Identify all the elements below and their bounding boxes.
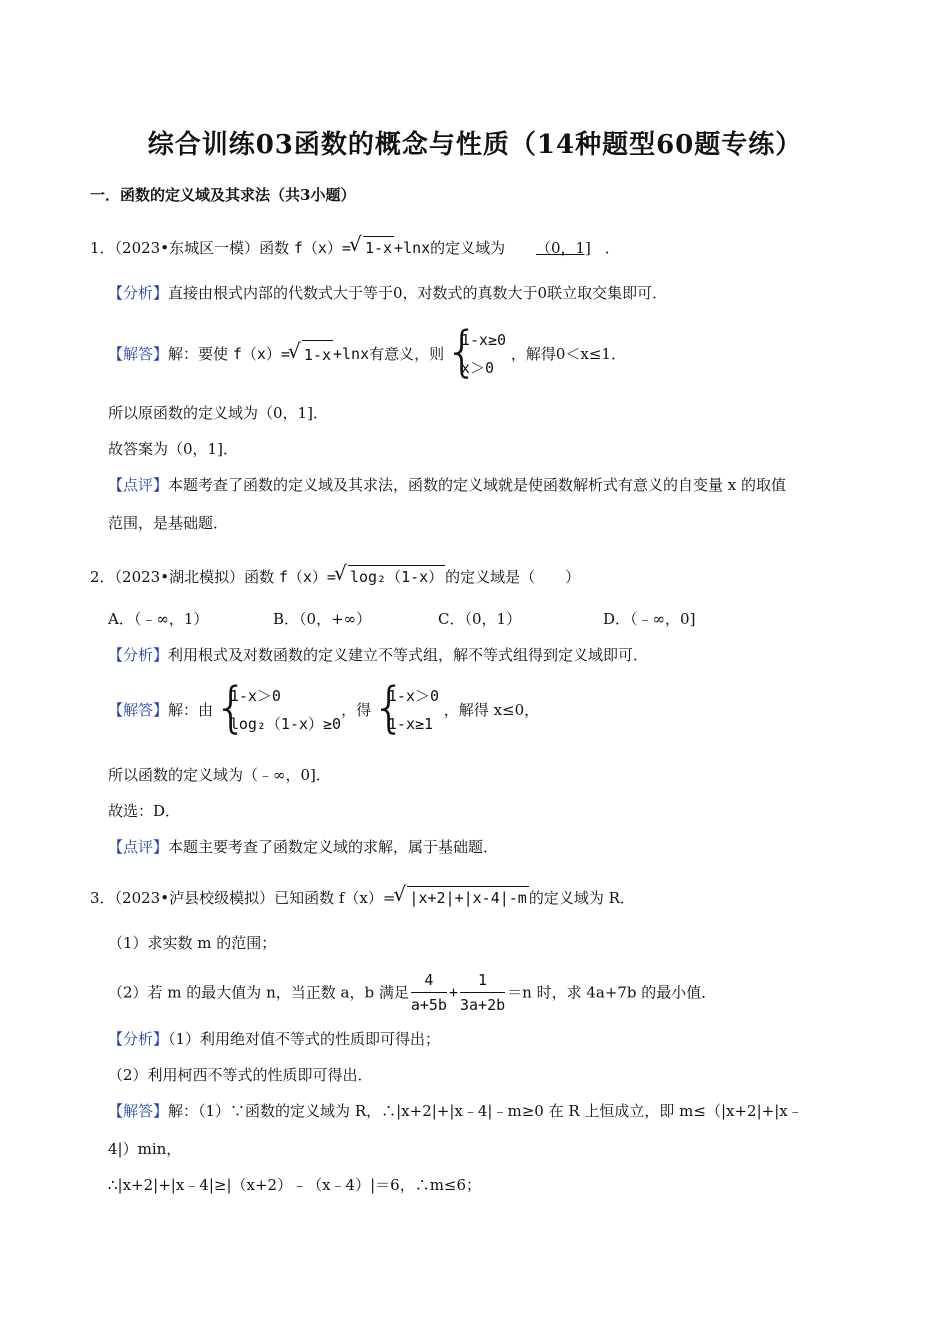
- q3-part-2-prefix: （2）若 m 的最大值为 n，当正数 a，b 满足: [108, 983, 409, 1002]
- q1-answer-sqrt: [290, 340, 333, 369]
- q2-conclusion: 所以函数的定义域为（﹣∞，0]．: [108, 766, 331, 784]
- q1-answer-fx: f（x）=: [232, 345, 290, 363]
- q2-sqrt: [336, 565, 445, 588]
- q2-sys-b-line-1: { 1-x＞0: [387, 687, 440, 705]
- q2-stem-prefix: 2．（2023•湖北模拟）函数: [90, 568, 275, 586]
- q3-stem-prefix: 3．（2023•泸县校级模拟）已知函数 f（x）=: [90, 889, 396, 907]
- q2-answer-tag: 【解答】: [108, 701, 169, 719]
- q3-frac2-num: 1: [460, 968, 505, 993]
- q2-answer-mid: ，得: [341, 701, 372, 719]
- q3-answer-tag: 【解答】: [108, 1102, 169, 1120]
- question-3-stem: [90, 886, 635, 909]
- q1-inequality-system: [449, 326, 506, 382]
- q1-comment-tag: 【点评】: [108, 476, 169, 494]
- q3-frac1-num: 4: [411, 968, 447, 993]
- q1-answer-blank: （0，1]: [535, 239, 591, 257]
- q1-conclusion: 所以原函数的定义域为（0，1]．: [108, 404, 328, 422]
- q1-answer-mid: 有意义，则: [369, 345, 445, 363]
- q1-answer-tag: 【解答】: [108, 345, 169, 363]
- q1-analysis: [108, 282, 667, 304]
- q2-analysis-text: 利用根式及对数函数的定义建立不等式组，解不等式组得到定义域即可．: [168, 646, 649, 664]
- q1-final-answer: 故答案为（0，1]．: [108, 440, 238, 458]
- q3-frac1-den: a+5b: [410, 996, 447, 1014]
- question-1-stem: [90, 236, 620, 259]
- q2-radicand: log₂（1-x）: [348, 565, 445, 588]
- q3-fraction-1: [411, 968, 447, 1017]
- q1-answer-ln: +lnx: [333, 345, 370, 363]
- q2-sys-a-line-1: { 1-x＞0: [229, 687, 281, 705]
- q3-answer-cont: 4|）min，: [108, 1140, 182, 1158]
- q3-analysis-text-1: （1）利用绝对值不等式的性质即可得出；: [168, 1030, 441, 1048]
- q2-option-c[interactable]: C．（0，1）: [438, 610, 522, 628]
- q2-analysis: [108, 644, 648, 666]
- page-title: 综合训练03函数的概念与性质（14种题型60题专练）: [147, 130, 803, 160]
- q1-answer-suffix: ，解得0＜x≤1．: [510, 345, 626, 363]
- q2-comment-tag: 【点评】: [108, 838, 169, 856]
- q2-comment-text: 本题主要考查了函数定义域的求解，属于基础题．: [168, 838, 499, 856]
- q1-radicand: 1-x: [363, 236, 394, 259]
- q3-part-2: [108, 968, 716, 1017]
- q2-options: [108, 608, 695, 630]
- q1-sqrt: [351, 236, 394, 259]
- q3-analysis-cont: （2）利用柯西不等式的性质即可得出．: [108, 1066, 373, 1084]
- q2-option-d[interactable]: D．（﹣∞，0]: [603, 610, 696, 628]
- q1-period: ．: [604, 239, 620, 257]
- q3-answer-text-1: 解：（1）∵函数的定义域为 R，∴|x+2|+|x﹣4|﹣m≥0 在 R 上恒成立，即 m≤（|x+2|+|x﹣: [168, 1102, 803, 1120]
- q3-analysis-tag: 【分析】: [108, 1030, 169, 1048]
- q1-comment-text-1: 本题考查了函数的定义域及其求法，函数的定义域就是使函数解析式有意义的自变量 x 的取值: [168, 476, 787, 494]
- q2-sys-b-line-2: 1-x≥1: [387, 715, 434, 733]
- section-heading: 一．函数的定义域及其求法（共3小题）: [90, 186, 356, 204]
- q2-sys-a-line-2: log₂（1-x）≥0: [229, 715, 342, 733]
- q2-fx: f（x）=: [278, 568, 336, 586]
- q2-answer-prefix: 解：由: [168, 701, 214, 719]
- q1-fx: f（x）=: [293, 239, 351, 257]
- q2-final-choice: 故选：D．: [108, 802, 181, 820]
- q3-analysis: [108, 1028, 440, 1050]
- q2-stem-suffix: 的定义域是（ ）: [445, 568, 581, 586]
- q3-answer: [108, 1100, 803, 1122]
- q2-analysis-tag: 【分析】: [108, 646, 169, 664]
- q1-sys-line-2: x＞0: [460, 359, 494, 377]
- q1-analysis-tag: 【分析】: [108, 284, 169, 302]
- q3-radicand: |x+2|+|x-4|-m: [407, 886, 528, 909]
- q2-option-b[interactable]: B．（0，+∞）: [273, 610, 372, 628]
- question-2-stem: [90, 565, 580, 588]
- q3-frac2-den: 3a+2b: [459, 996, 506, 1014]
- q3-answer-step: ∴|x+2|+|x﹣4|≥|（x+2）﹣（x﹣4）|＝6，∴m≤6；: [108, 1176, 482, 1194]
- q1-comment-cont: 范围，是基础题．: [108, 514, 229, 532]
- q2-inequality-system-a: [218, 682, 341, 738]
- q1-sys-line-1: { 1-x≥0: [460, 331, 507, 349]
- q1-stem-prefix: 1．（2023•东城区一模）函数: [90, 239, 290, 257]
- q3-stem-suffix: 的定义域为 R．: [528, 889, 635, 907]
- q2-answer-suffix: ，解得 x≤0，: [443, 701, 540, 719]
- q1-comment: [108, 474, 786, 496]
- q1-ln: +lnx: [394, 239, 431, 257]
- q1-answer-prefix: 解：要使: [168, 345, 229, 363]
- q3-part-2-suffix: ＝n 时，求 4a+7b 的最小值．: [507, 983, 717, 1002]
- q2-answer: [108, 682, 539, 738]
- q3-fraction-2: [460, 968, 505, 1017]
- q2-comment: [108, 836, 498, 858]
- q3-part-1: （1）求实数 m 的范围；: [108, 934, 277, 952]
- q1-stem-suffix: 的定义域为: [430, 239, 506, 257]
- q3-plus: +: [448, 983, 458, 1002]
- q2-inequality-system-b: [376, 682, 439, 738]
- q1-answer-radicand: 1-x: [302, 340, 333, 369]
- q1-analysis-text: 直接由根式内部的代数式大于等于0，对数式的真数大于0联立取交集即可．: [168, 284, 668, 302]
- q2-option-a[interactable]: A．（﹣∞，1）: [108, 610, 209, 628]
- q1-answer: [108, 326, 626, 382]
- q3-sqrt: [395, 886, 528, 909]
